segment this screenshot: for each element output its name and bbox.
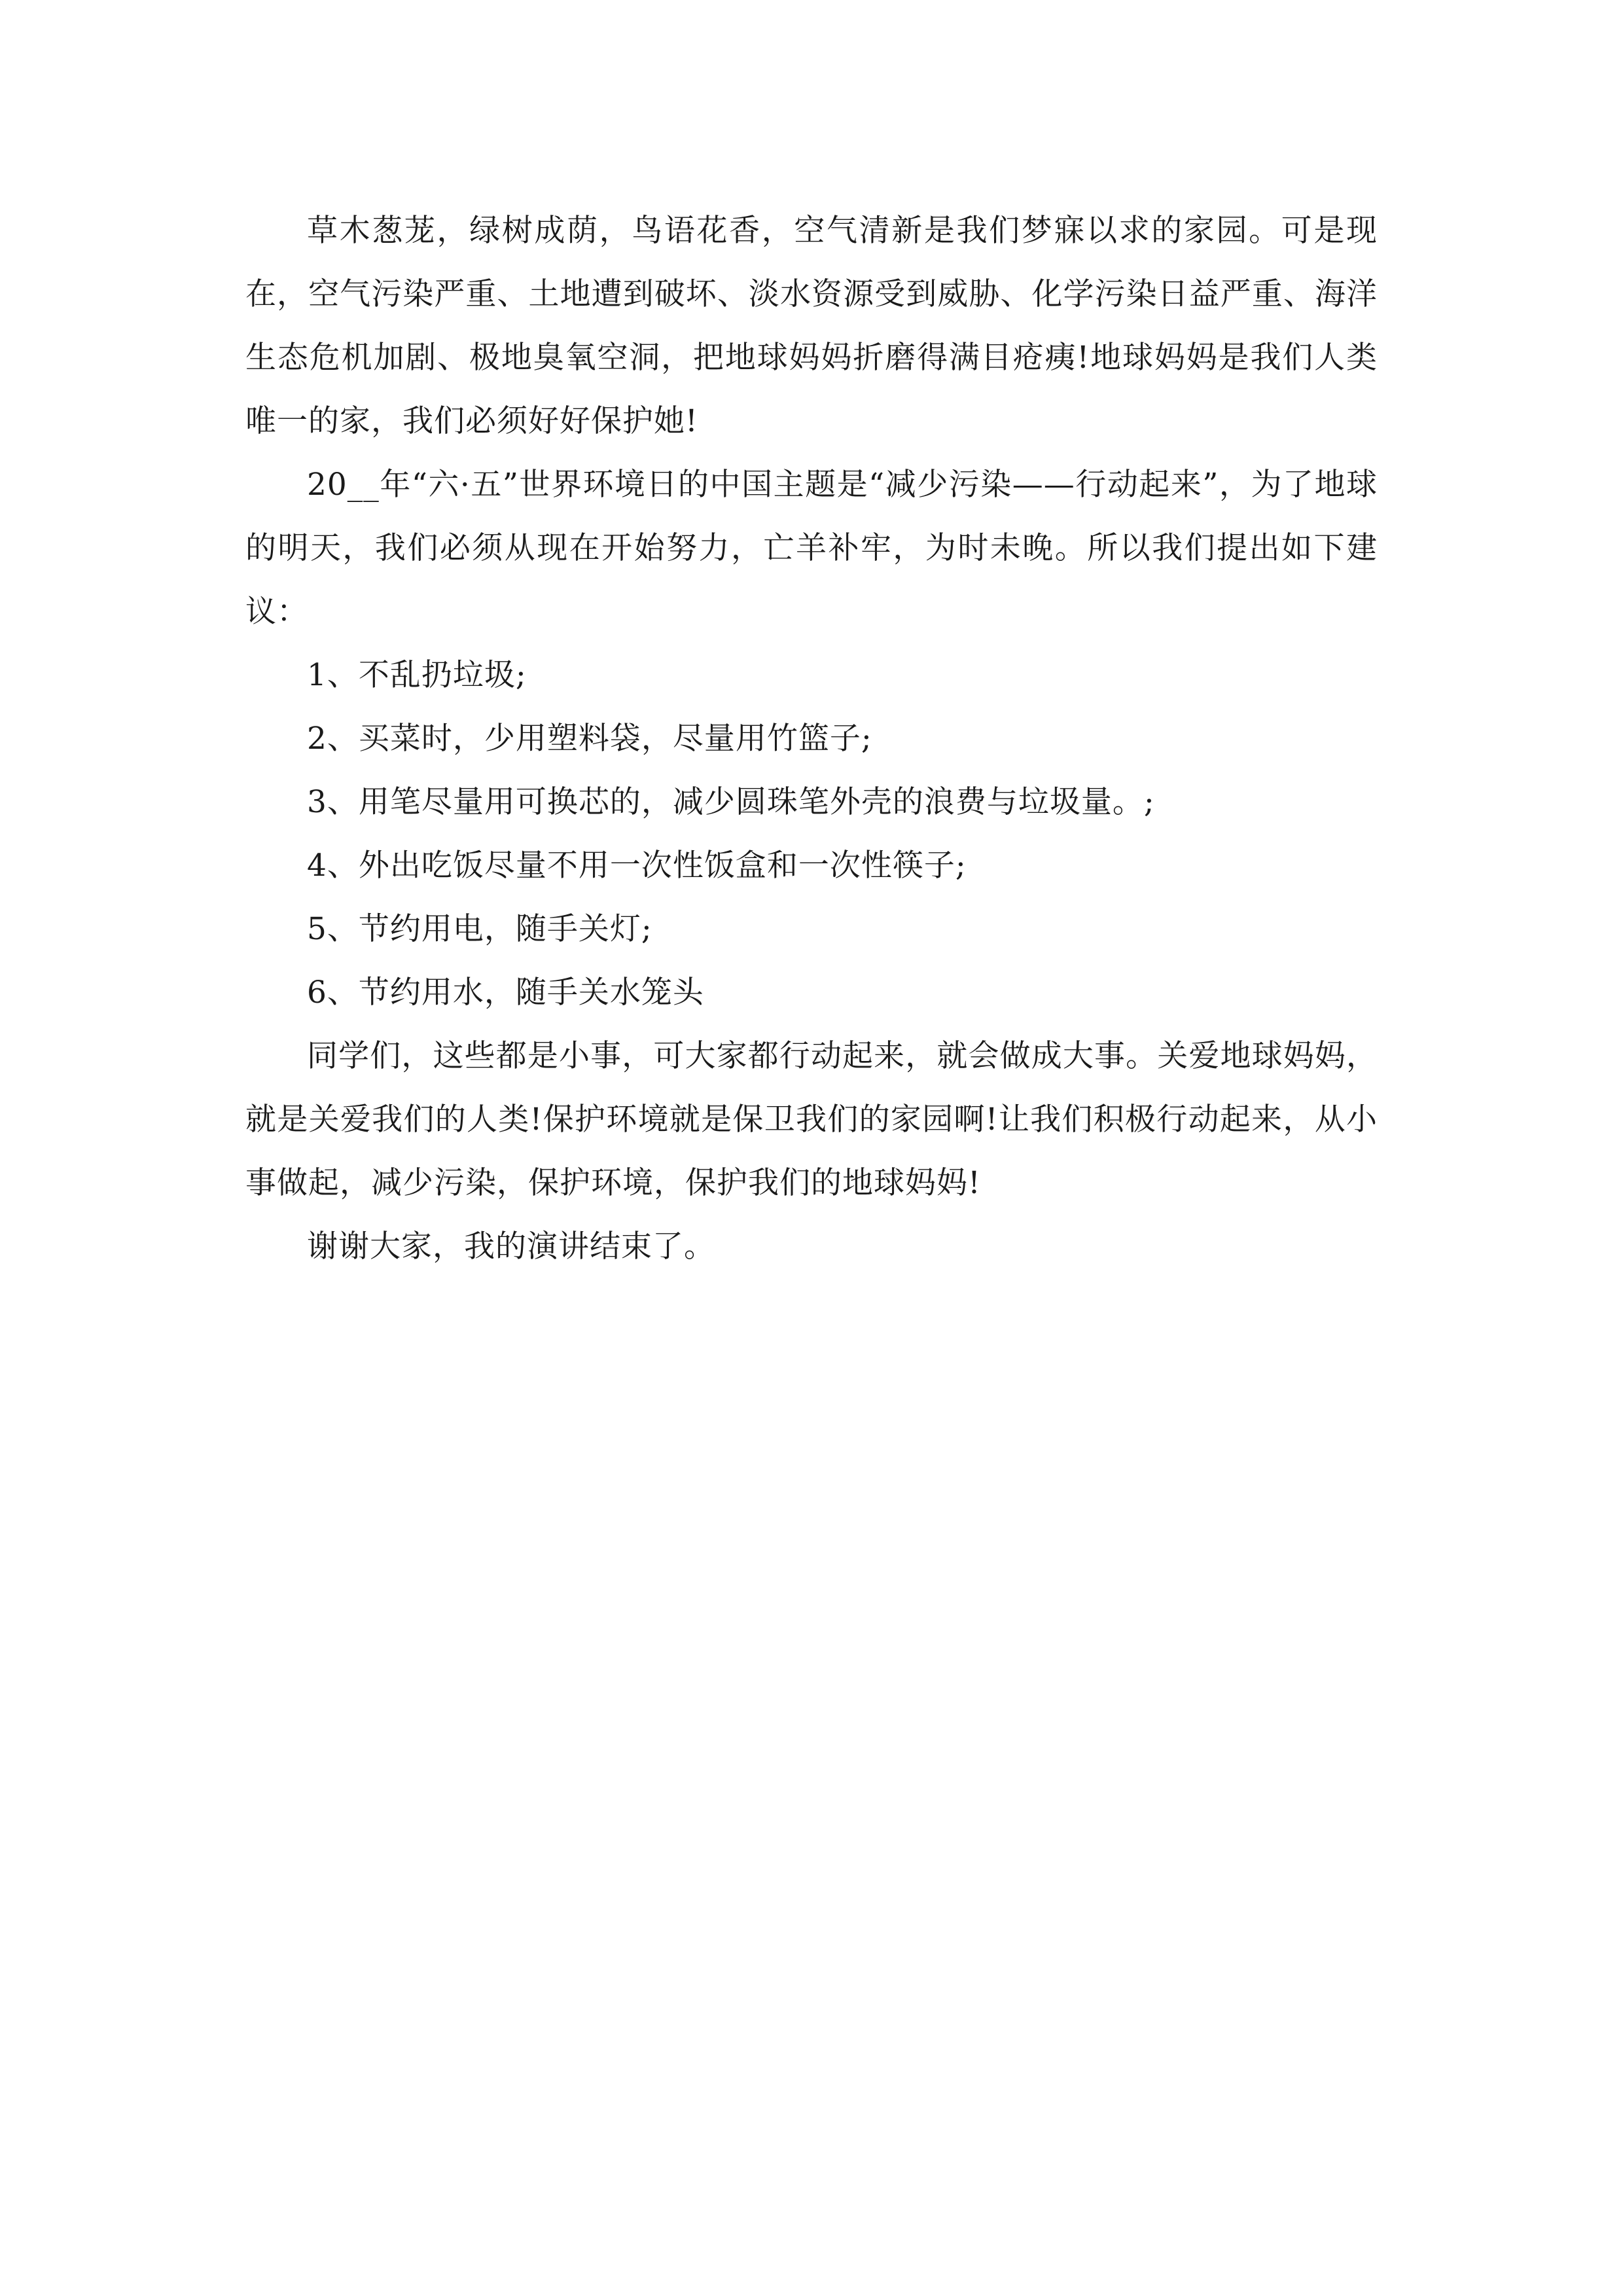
suggestion-item-4: 4、外出吃饭尽量不用一次性饭盒和一次性筷子; (307, 848, 967, 884)
intro-paragraph-environment: 草木葱茏，绿树成荫，鸟语花香，空气清新是我们梦寐以求的家园。可是现在，空气污染严重、土地遭到破坏、淡水资源受到威胁、化学污染日益严重、海洋生态危机加剧、极地臭氧空洞，把地球妈妈折磨得满目疮痍!地球妈妈是我们人类唯一的家，我们必须好好保护她! (245, 213, 1378, 439)
suggestion-item-3: 3、用笔尽量用可换芯的，减少圆珠笔外壳的浪费与垃圾量。; (307, 784, 1155, 820)
speech-body (245, 199, 1378, 1278)
suggestion-item-1: 1、不乱扔垃圾; (307, 657, 527, 693)
suggestion-item-2: 2、买菜时，少用塑料袋，尽量用竹篮子; (307, 721, 872, 757)
suggestion-item-5: 5、节约用电，随手关灯; (307, 911, 652, 947)
intro-paragraph-theme: 20__年“六·五”世界环境日的中国主题是“减少污染——行动起来”，为了地球的明天，我们必须从现在开始努力，亡羊补牢，为时未晚。所以我们提出如下建议： (245, 467, 1378, 630)
suggestion-item-6: 6、节约用水，随手关水笼头 (307, 975, 704, 1011)
closing-paragraph-call-to-action: 同学们，这些都是小事，可大家都行动起来，就会做成大事。关爱地球妈妈，就是关爱我们的人类!保护环境就是保卫我们的家园啊!让我们积极行动起来，从小事做起，减少污染，保护环境，保护我们的地球妈妈! (245, 1038, 1378, 1201)
closing-paragraph-thanks: 谢谢大家，我的演讲结束了。 (307, 1229, 715, 1265)
